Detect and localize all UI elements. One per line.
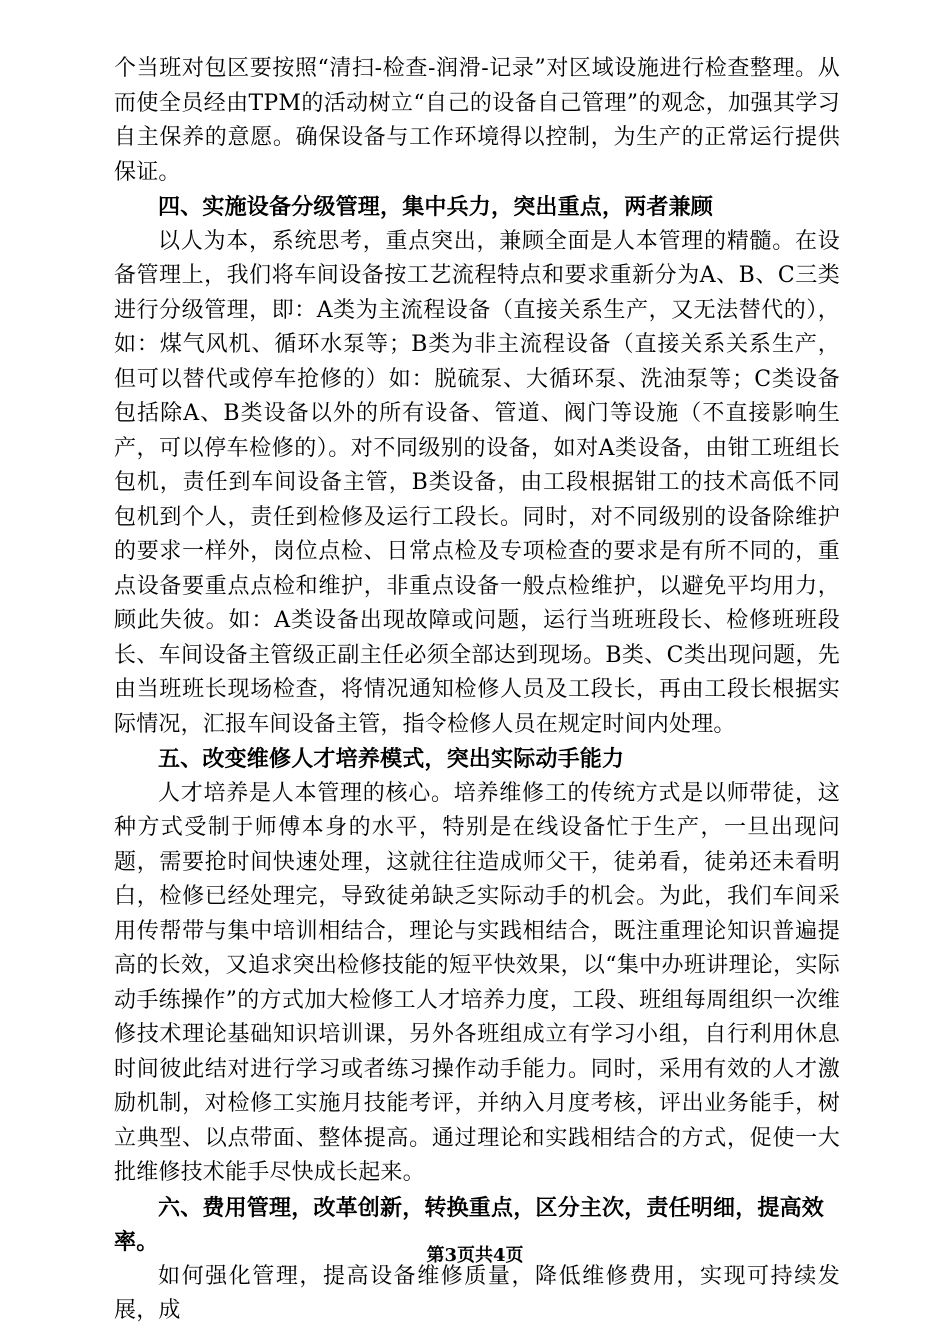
paragraph-cost-management: 如何强化管理，提高设备维修质量，降低维修费用，实现可持续发展，成 bbox=[114, 1263, 840, 1323]
section-heading-6: 六、费用管理，改革创新，转换重点，区分主次，责任明细，提高效率。 bbox=[114, 1194, 825, 1255]
paragraph-equipment-classification: 以人为本，系统思考，重点突出，兼顾全面是人本管理的精髓。在设备管理上，我们将车间设备按工艺流程特点和要求重新分为A、B、C三类进行分级管理，即：A类为主流程设备（直接关系生产，又无法替代的），如：煤气风机、循环水泵等；B类为非主流程设备（直接关系关系生产，但可以替代或停车抢修的）如：脱硫泵、大循环泵、洗油泵等；C类设备包括除A、B类设备以外的所有设备、管道、阀门等设施（不直接影响生产，可以停车检修的）。对不同级别的设备，如对A类设备，由钳工班组长包机，责任到车间设备主管，B类设备，由工段根据钳工的技术高低不同包机到个人，责任到检修及运行工段长。同时，对不同级别的设备除维护的要求一样外，岗位点检、日常点检及专项检查的要求是有所不同的，重点设备要重点点检和维护，非重点设备一般点检维护，以避免平均用力，顾此失彼。如：A类设备出现故障或问题，运行当班班段长、检修班班段长、车间设备主管级正副主任必须全部达到现场。B类、C类出现问题，先由当班班长现场检查，将情况通知检修人员及工段长，再由工段长根据实际情况，汇报车间设备主管，指令检修人员在规定时间内处理。 bbox=[114, 228, 840, 737]
paragraph-continuation: 个当班对包区要按照“清扫-检查-润滑-记录”对区域设施进行检查整理。从而使全员经由TPM的活动树立“自己的设备自己管理”的观念，加强其学习自主保养的意愿。确保设备与工作环境得以控制，为生产的正常运行提供保证。 bbox=[114, 56, 840, 185]
paragraph-talent-training: 人才培养是人本管理的核心。培养维修工的传统方式是以师带徒，这种方式受制于师傅本身的水平，特别是在线设备忙于生产，一旦出现问题，需要抢时间快速处理，这就往往造成师父干，徒弟看，徒弟还未看明白，检修已经处理完，导致徒弟缺乏实际动手的机会。为此，我们车间采用传帮带与集中培训相结合，理论与实践相结合，既注重理论知识普遍提高的长效，又追求突出检修技能的短平快效果，以“集中办班讲理论，实际动手练操作”的方式加大检修工人才培养力度，工段、班组每周组织一次维修技术理论基础知识培训课，另外各班组成立有学习小组，自行利用休息时间彼此结对进行学习或者练习操作动手能力。同时，采用有效的人才激励机制，对检修工实施月技能考评，并纳入月度考核，评出业务能手，树立典型、以点带面、整体提高。通过理论和实践相结合的方式，促使一大批维修技术能手尽快成长起来。 bbox=[114, 780, 840, 1185]
page-number-footer: 第3页共4页 bbox=[426, 1245, 524, 1266]
section-heading-4: 四、实施设备分级管理，集中兵力，突出重点，两者兼顾 bbox=[158, 194, 714, 220]
document-body bbox=[114, 52, 840, 1329]
section-heading-5: 五、改变维修人才培养模式，突出实际动手能力 bbox=[158, 746, 625, 772]
